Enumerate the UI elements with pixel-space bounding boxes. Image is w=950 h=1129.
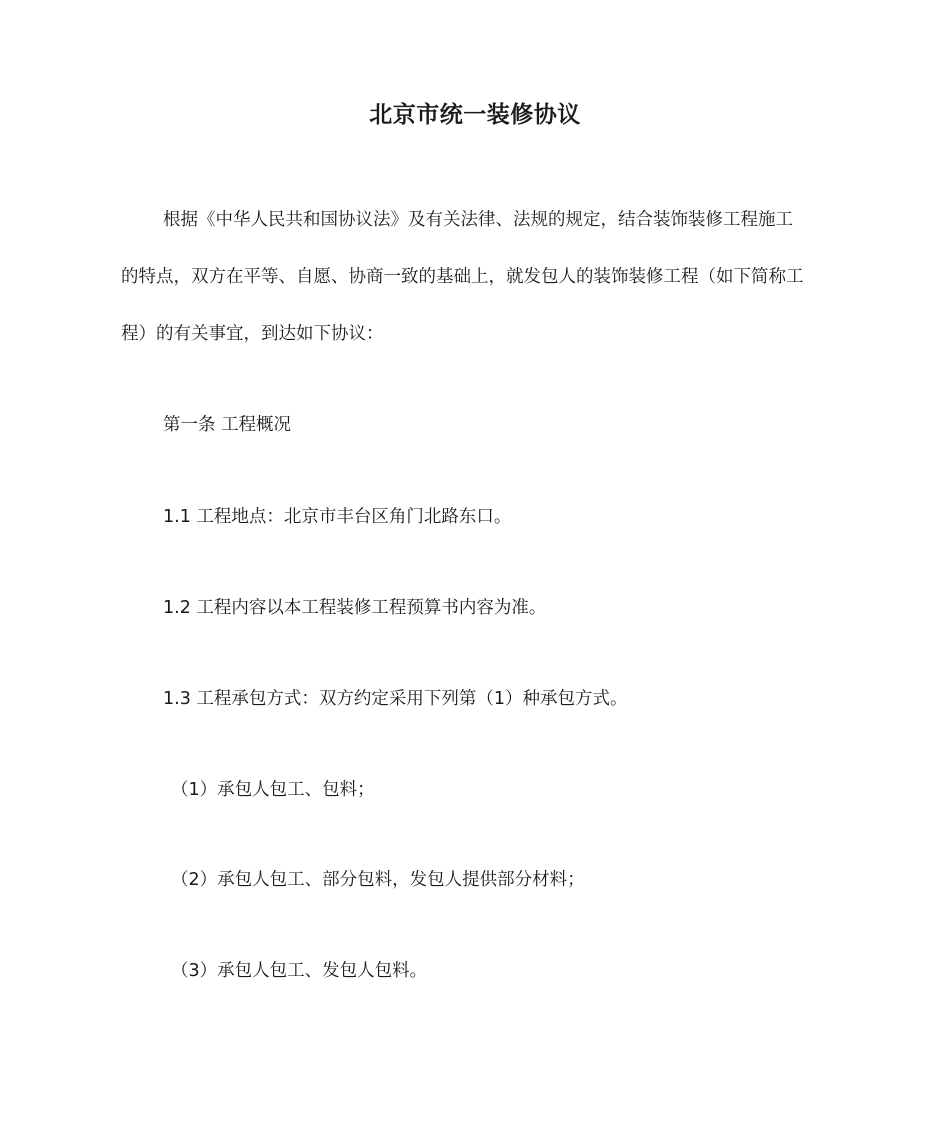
option-item: （1）承包人包工、包料； — [171, 780, 375, 800]
intro-paragraph-line: 根据《中华人民共和国协议法》及有关法律、法规的规定，结合装饰装修工程施工 — [163, 210, 793, 230]
clause-item: 1.2 工程内容以本工程装修工程预算书内容为准。 — [163, 598, 547, 618]
clause-item: 1.3 工程承包方式：双方约定采用下列第（1）种承包方式。 — [163, 689, 628, 709]
document-title: 北京市统一装修协议 — [369, 102, 581, 128]
option-item: （3）承包人包工、发包人包料。 — [171, 961, 428, 981]
intro-paragraph-line: 程）的有关事宜，到达如下协议： — [121, 324, 384, 344]
intro-paragraph-line: 的特点，双方在平等、自愿、协商一致的基础上，就发包人的装饰装修工程（如下简称工 — [121, 267, 804, 287]
article-heading: 第一条 工程概况 — [163, 415, 292, 435]
clause-item: 1.1 工程地点：北京市丰台区角门北路东口。 — [163, 507, 512, 527]
option-item: （2）承包人包工、部分包料，发包人提供部分材料； — [171, 870, 585, 890]
